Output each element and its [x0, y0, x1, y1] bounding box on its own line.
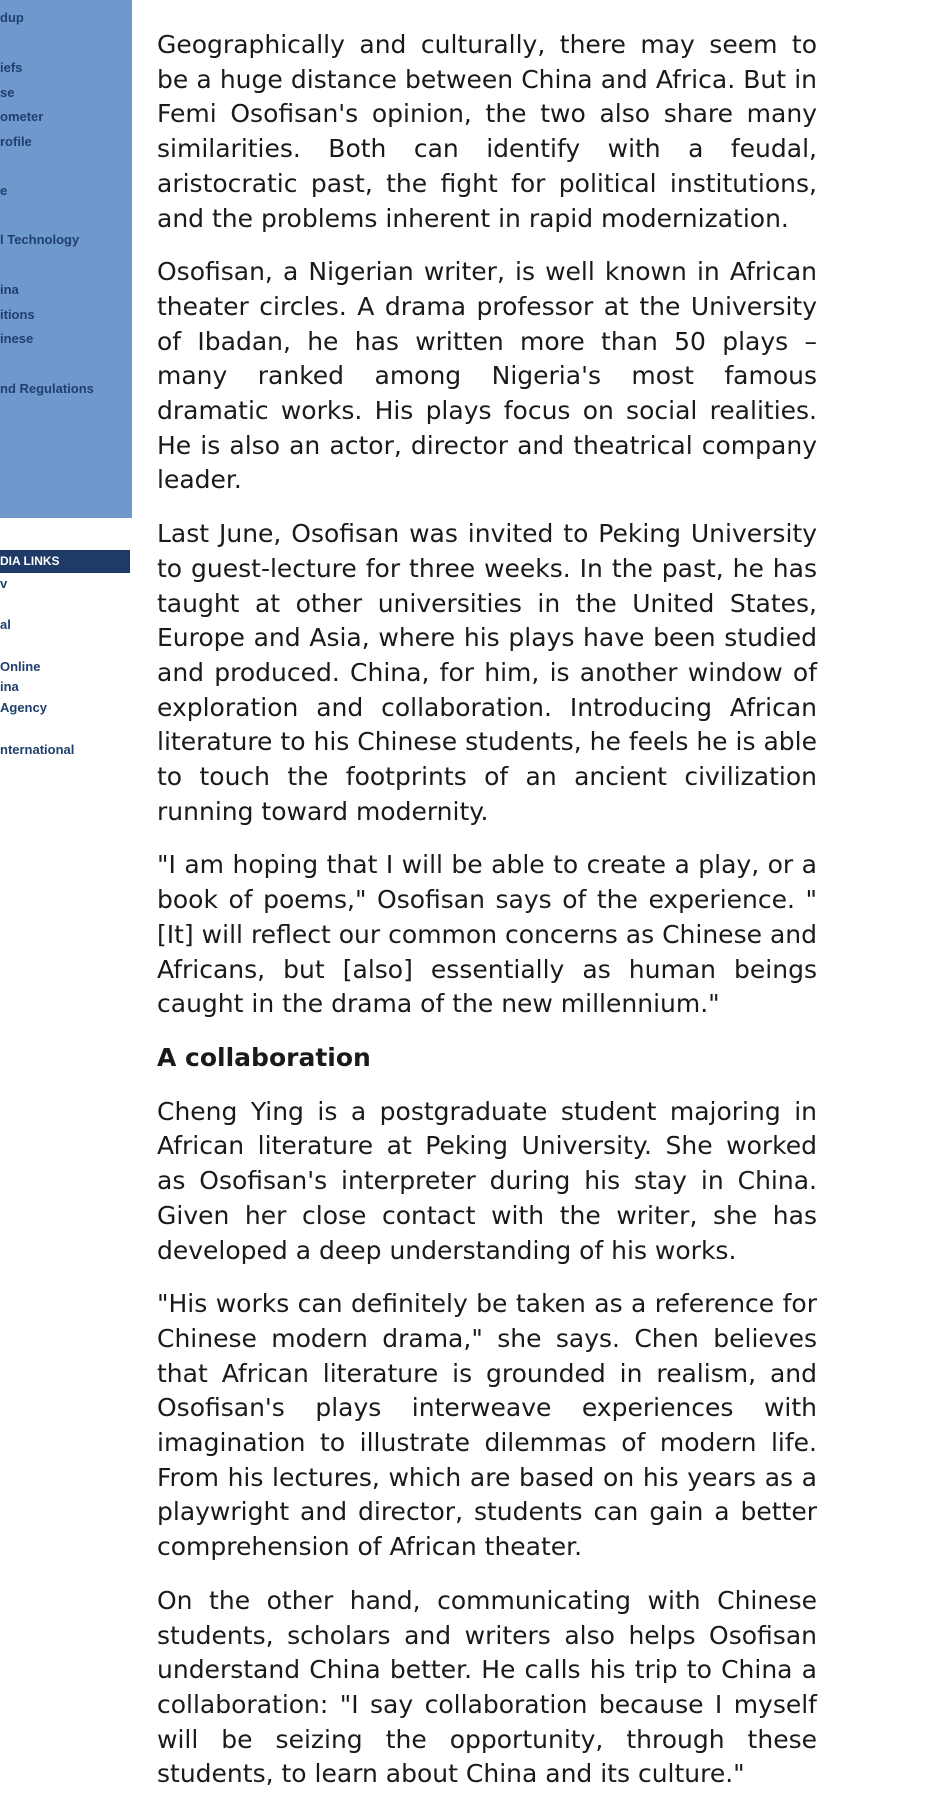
media-link[interactable]: al	[0, 617, 11, 632]
article-paragraph: "His works can definitely be taken as a reference for Chinese modern drama," she says. Chen believes that African literature is grounded in realism, and Osofisan's plays interweave experiences with imagination to illustrate dilemmas of modern life. From his lectures, which are based on his years as a playwright and director, students can gain a better comprehension of African theater.	[157, 1289, 817, 1562]
article-paragraph: Cheng Ying is a postgraduate student majoring in African literature at Peking University. She worked as Osofisan's interpreter during his stay in China. Given her close contact with the writer, she has developed a deep understanding of his works.	[157, 1096, 817, 1265]
sidebar-link[interactable]: ina	[0, 282, 19, 297]
sidebar-link[interactable]: iefs	[0, 60, 23, 75]
article-body	[157, 28, 817, 1811]
article-paragraph: Last June, Osofisan was invited to Peking University to guest-lecture for three weeks. In the past, he has taught at other universities in the United States, Europe and Asia, where his plays have been studied and produced. China, for him, is another window of exploration and collaboration. Introducing African literature to his Chinese students, he feels he is able to touch the footprints of an ancient civilization running toward modernity.	[157, 519, 817, 826]
media-link[interactable]: v	[0, 576, 8, 591]
article-paragraph: Osofisan, a Nigerian writer, is well known in African theater circles. A drama professor at the University of Ibadan, he has written more than 50 plays – many ranked among Nigeria's most famous dramatic works. His plays focus on social realities. He is also an actor, director and theatrical company leader.	[157, 257, 817, 495]
media-link[interactable]: ina	[0, 679, 19, 694]
sidebar-nav	[0, 0, 132, 518]
sidebar-link[interactable]: e	[0, 183, 8, 198]
sidebar-link[interactable]: ometer	[0, 109, 44, 124]
sidebar-link[interactable]: l Technology	[0, 232, 80, 247]
sidebar-link[interactable]: inese	[0, 331, 34, 346]
article-paragraph: Geographically and culturally, there may seem to be a huge distance between China and Africa. But in Femi Osofisan's opinion, the two also share many similarities. Both can identify with a feudal, aristocratic past, the fight for political institutions, and the problems inherent in rapid modernization.	[157, 30, 817, 233]
media-link[interactable]: Agency	[0, 700, 47, 715]
sidebar-link[interactable]: dup	[0, 10, 24, 25]
sidebar-link[interactable]: rofile	[0, 134, 32, 149]
media-link[interactable]: nternational	[0, 742, 75, 757]
media-link[interactable]: Online	[0, 659, 41, 674]
sidebar-link[interactable]: itions	[0, 307, 35, 322]
media-links-header: DIA LINKS	[0, 550, 130, 573]
article-paragraph: On the other hand, communicating with Chinese students, scholars and writers also helps Osofisan understand China better. He calls his trip to China a collaboration: "I say collaboration because I myself will be seizing the opportunity, through these students, to learn about China and its culture."	[157, 1585, 817, 1789]
article-paragraph: "I am hoping that I will be able to create a play, or a book of poems," Osofisan says of the experience. "[It] will reflect our common concerns as Chinese and Africans, but [also] essentially as human beings caught in the drama of the new millennium."	[157, 850, 817, 1019]
article-subheading: A collaboration	[157, 1042, 371, 1072]
sidebar-link[interactable]: nd Regulations	[0, 381, 94, 396]
sidebar-link[interactable]: se	[0, 85, 15, 100]
